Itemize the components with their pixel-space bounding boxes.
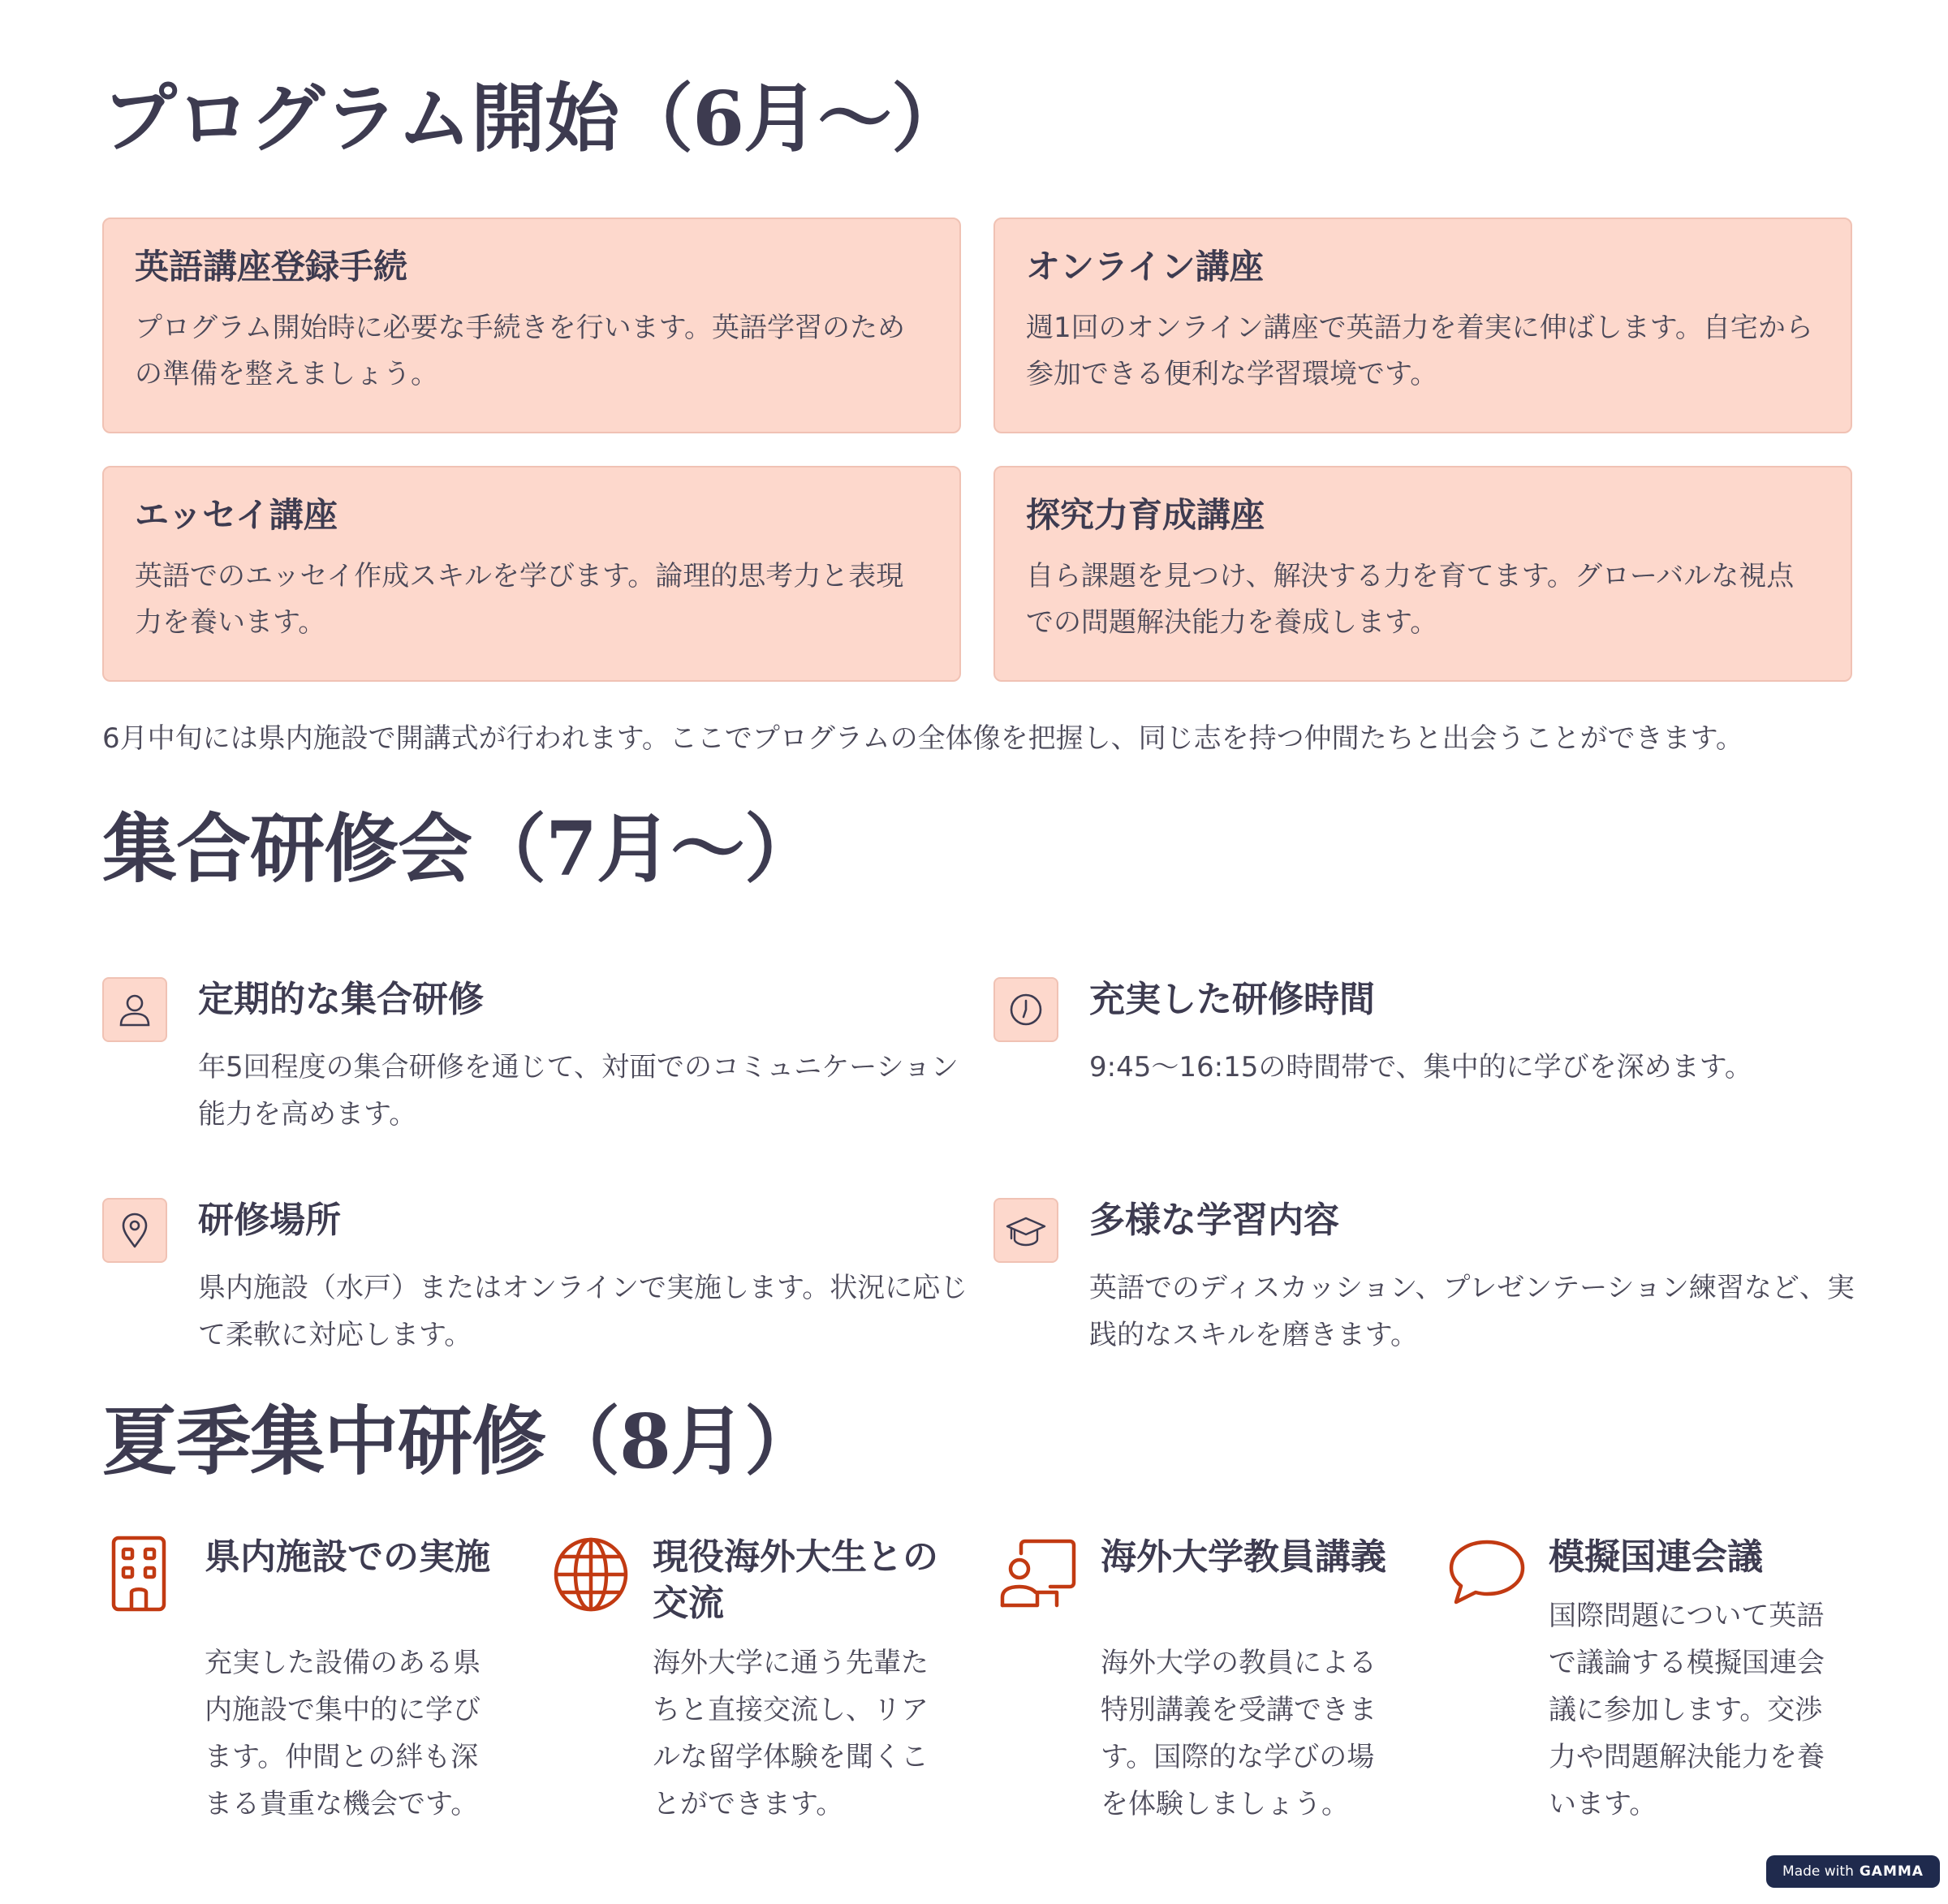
card-english-registration [102, 218, 961, 433]
building-icon [102, 1534, 183, 1615]
section-title-group-training: 集合研修会（7月〜） [102, 805, 819, 893]
feature-title: 充実した研修時間 [1089, 979, 1375, 1020]
card-text: 英語でのエッセイ作成スキルを学びます。論理的思考力と表現力を養います。 [135, 560, 904, 640]
gamma-logo: GAMMA [1859, 1863, 1924, 1880]
graduation-cap-icon [993, 1198, 1058, 1263]
card-title: 英語講座登録手続 [135, 247, 408, 286]
user-icon [102, 977, 167, 1042]
card-text: プログラム開始時に必要な手続きを行います。英語学習のための準備を整えましょう。 [135, 312, 905, 391]
card-online-course [993, 218, 1852, 433]
card-title: オンライン講座 [1026, 247, 1264, 286]
section-title-program-start: プログラム開始（6月〜） [102, 75, 966, 162]
card-title: エッセイ講座 [135, 495, 338, 535]
made-with-gamma-badge[interactable] [1766, 1855, 1940, 1888]
feature-text: 9:45〜16:15の時間帯で、集中的に学びを深めます。 [1089, 1051, 1752, 1083]
column-title: 模擬国連会議 [1549, 1536, 1763, 1578]
chat-bubble-icon [1446, 1534, 1528, 1615]
column-text: 海外大学の教員による特別講義を受講できます。国際的な学びの場を体験しましょう。 [1101, 1647, 1377, 1820]
column-text: 海外大学に通う先輩たちと直接交流し、リアルな留学体験を聞くことができます。 [653, 1647, 929, 1820]
feature-text: 県内施設（水戸）またはオンラインで実施します。状況に応じて柔軟に対応します。 [198, 1272, 968, 1351]
column-title: 県内施設での実施 [205, 1536, 490, 1578]
opening-ceremony-note: 6月中旬には県内施設で開講式が行われます。ここでプログラムの全体像を把握し、同じ志を持つ仲間たちと出会うことができます。 [102, 722, 1743, 755]
feature-title: 研修場所 [198, 1200, 341, 1241]
badge-prefix: Made with [1782, 1863, 1854, 1880]
card-text: 自ら課題を見つけ、解決する力を育てます。グローバルな視点での問題解決能力を養成します。 [1026, 560, 1795, 640]
clock-icon [993, 977, 1058, 1042]
feature-text: 年5回程度の集合研修を通じて、対面でのコミュニケーション能力を高めます。 [198, 1051, 959, 1131]
column-text: 国際問題について英語で議論する模擬国連会議に参加します。交渉力や問題解決能力を養います。 [1549, 1600, 1825, 1820]
feature-title: 多様な学習内容 [1089, 1200, 1339, 1241]
card-text: 週1回のオンライン講座で英語力を着実に伸ばします。自宅から参加できる便利な学習環境です。 [1026, 312, 1813, 391]
globe-icon [550, 1534, 631, 1615]
map-pin-icon [102, 1198, 167, 1263]
card-inquiry-course [993, 466, 1852, 682]
card-essay-course [102, 466, 961, 682]
column-title: 現役海外大生との交流 [653, 1536, 938, 1624]
column-text: 充実した設備のある県内施設で集中的に学びます。仲間との絆も深まる貴重な機会です。 [205, 1647, 481, 1820]
card-title: 探究力育成講座 [1026, 495, 1265, 535]
column-title: 海外大学教員講義 [1101, 1536, 1386, 1578]
section-title-summer-intensive: 夏季集中研修（8月） [102, 1398, 819, 1485]
presentation-icon [998, 1534, 1080, 1615]
feature-title: 定期的な集合研修 [198, 979, 484, 1020]
feature-text: 英語でのディスカッション、プレゼンテーション練習など、実践的なスキルを磨きます。 [1089, 1272, 1855, 1351]
